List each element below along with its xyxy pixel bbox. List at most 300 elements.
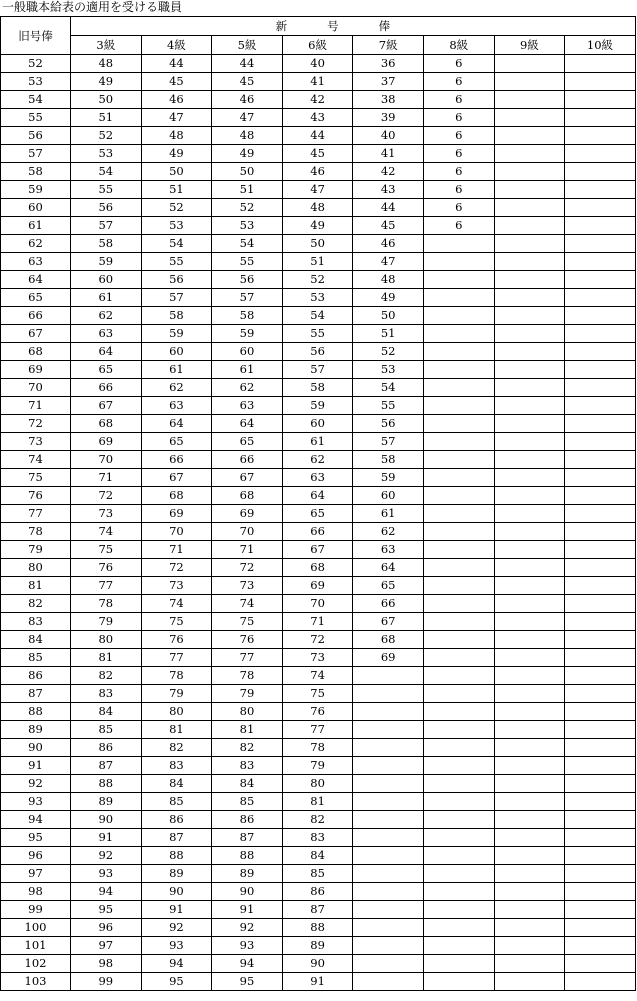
new-step-cell: 58 <box>212 307 283 325</box>
new-step-cell <box>494 577 565 595</box>
new-step-cell <box>353 865 424 883</box>
table-row <box>1 937 636 955</box>
new-step-cell: 55 <box>71 181 142 199</box>
new-step-cell <box>565 235 636 253</box>
new-step-cell: 87 <box>141 829 212 847</box>
table-row <box>1 793 636 811</box>
new-step-cell: 70 <box>212 523 283 541</box>
new-step-cell <box>423 847 494 865</box>
old-step-cell: 100 <box>1 919 71 937</box>
old-step-cell: 57 <box>1 145 71 163</box>
new-step-cell: 75 <box>282 685 353 703</box>
old-step-cell: 94 <box>1 811 71 829</box>
old-step-cell: 95 <box>1 829 71 847</box>
new-step-cell: 62 <box>353 523 424 541</box>
new-step-cell: 61 <box>282 433 353 451</box>
new-step-cell <box>423 901 494 919</box>
new-step-cell <box>565 397 636 415</box>
new-step-cell <box>353 685 424 703</box>
grade-header-row <box>1 36 636 55</box>
new-step-cell: 64 <box>282 487 353 505</box>
new-step-cell: 75 <box>141 613 212 631</box>
table-row <box>1 235 636 253</box>
new-step-cell: 63 <box>282 469 353 487</box>
new-step-cell: 68 <box>212 487 283 505</box>
table-row <box>1 703 636 721</box>
new-step-cell: 99 <box>71 973 142 991</box>
new-step-cell: 49 <box>282 217 353 235</box>
new-step-cell: 52 <box>282 271 353 289</box>
new-step-cell: 81 <box>212 721 283 739</box>
new-step-cell: 44 <box>212 55 283 73</box>
new-step-cell <box>494 361 565 379</box>
table-row <box>1 199 636 217</box>
table-row <box>1 847 636 865</box>
new-step-cell <box>423 973 494 991</box>
new-step-cell: 81 <box>282 793 353 811</box>
new-step-cell <box>423 739 494 757</box>
new-step-cell: 76 <box>141 631 212 649</box>
new-step-cell: 73 <box>71 505 142 523</box>
new-step-cell <box>353 973 424 991</box>
new-step-cell: 56 <box>71 199 142 217</box>
new-step-cell: 45 <box>282 145 353 163</box>
table-row <box>1 433 636 451</box>
new-step-cell: 97 <box>71 937 142 955</box>
new-step-cell: 49 <box>141 145 212 163</box>
new-step-cell: 45 <box>353 217 424 235</box>
old-step-cell: 74 <box>1 451 71 469</box>
new-step-cell <box>494 847 565 865</box>
old-step-cell: 70 <box>1 379 71 397</box>
new-step-cell: 95 <box>212 973 283 991</box>
new-step-cell <box>565 199 636 217</box>
old-step-cell: 69 <box>1 361 71 379</box>
new-step-cell: 57 <box>282 361 353 379</box>
new-step-cell: 58 <box>353 451 424 469</box>
new-step-cell: 77 <box>282 721 353 739</box>
new-step-cell: 65 <box>353 577 424 595</box>
new-step-cell: 89 <box>141 865 212 883</box>
new-step-cell <box>494 757 565 775</box>
new-step-cell <box>565 829 636 847</box>
new-step-cell <box>423 595 494 613</box>
new-step-cell <box>494 199 565 217</box>
new-step-cell: 84 <box>141 775 212 793</box>
new-step-cell: 40 <box>353 127 424 145</box>
new-step-cell: 51 <box>141 181 212 199</box>
new-step-cell <box>494 973 565 991</box>
table-row <box>1 397 636 415</box>
table-row <box>1 307 636 325</box>
new-step-cell: 64 <box>212 415 283 433</box>
new-step-cell: 62 <box>71 307 142 325</box>
new-step-cell: 93 <box>212 937 283 955</box>
new-step-cell <box>423 487 494 505</box>
old-step-header: 旧号俸 <box>1 17 71 55</box>
new-step-cell <box>565 955 636 973</box>
new-step-cell: 6 <box>423 73 494 91</box>
new-step-cell: 43 <box>353 181 424 199</box>
new-step-cell: 52 <box>71 127 142 145</box>
new-step-cell: 54 <box>141 235 212 253</box>
new-step-cell: 60 <box>141 343 212 361</box>
new-step-cell: 78 <box>282 739 353 757</box>
old-step-cell: 72 <box>1 415 71 433</box>
new-step-cell <box>423 631 494 649</box>
table-row <box>1 127 636 145</box>
new-step-cell: 53 <box>353 361 424 379</box>
old-step-cell: 92 <box>1 775 71 793</box>
new-step-cell <box>423 433 494 451</box>
new-step-cell: 52 <box>212 199 283 217</box>
new-step-cell: 50 <box>353 307 424 325</box>
table-row <box>1 361 636 379</box>
new-step-cell: 56 <box>141 271 212 289</box>
table-row <box>1 487 636 505</box>
new-step-cell: 59 <box>212 325 283 343</box>
table-row <box>1 919 636 937</box>
grade-header-cell: 3級 <box>71 36 142 55</box>
old-step-cell: 56 <box>1 127 71 145</box>
new-step-cell: 48 <box>212 127 283 145</box>
new-step-cell: 75 <box>71 541 142 559</box>
old-step-cell: 53 <box>1 73 71 91</box>
old-step-cell: 86 <box>1 667 71 685</box>
grade-header-cell: 6級 <box>282 36 353 55</box>
new-step-cell: 47 <box>212 109 283 127</box>
new-step-cell <box>353 847 424 865</box>
new-step-cell: 59 <box>282 397 353 415</box>
new-step-cell: 78 <box>212 667 283 685</box>
new-step-cell <box>565 451 636 469</box>
new-step-cell: 82 <box>212 739 283 757</box>
new-step-cell: 85 <box>282 865 353 883</box>
new-step-cell <box>494 397 565 415</box>
new-step-cell <box>353 937 424 955</box>
old-step-cell: 97 <box>1 865 71 883</box>
new-step-cell: 74 <box>141 595 212 613</box>
new-step-cell <box>353 919 424 937</box>
new-step-cell: 6 <box>423 109 494 127</box>
new-step-cell: 55 <box>353 397 424 415</box>
new-step-cell <box>353 811 424 829</box>
new-step-cell <box>565 703 636 721</box>
table-row <box>1 757 636 775</box>
new-step-cell: 70 <box>71 451 142 469</box>
new-step-cell <box>494 253 565 271</box>
table-row <box>1 181 636 199</box>
new-step-cell <box>353 667 424 685</box>
new-step-cell: 74 <box>282 667 353 685</box>
new-step-cell: 91 <box>71 829 142 847</box>
new-step-cell <box>565 811 636 829</box>
salary-grade-table <box>0 16 636 991</box>
new-step-cell: 74 <box>212 595 283 613</box>
new-step-cell <box>423 703 494 721</box>
new-step-cell: 89 <box>71 793 142 811</box>
new-step-cell: 37 <box>353 73 424 91</box>
old-step-cell: 54 <box>1 91 71 109</box>
new-step-cell <box>494 379 565 397</box>
table-row <box>1 253 636 271</box>
new-step-cell <box>565 613 636 631</box>
new-step-cell: 72 <box>141 559 212 577</box>
new-step-cell <box>565 271 636 289</box>
new-step-cell: 51 <box>71 109 142 127</box>
old-step-cell: 89 <box>1 721 71 739</box>
new-step-cell: 63 <box>353 541 424 559</box>
table-row <box>1 955 636 973</box>
old-step-cell: 52 <box>1 55 71 73</box>
table-row <box>1 739 636 757</box>
old-step-cell: 87 <box>1 685 71 703</box>
new-step-cell: 63 <box>212 397 283 415</box>
new-step-cell <box>494 919 565 937</box>
new-step-cell: 67 <box>282 541 353 559</box>
table-row <box>1 55 636 73</box>
new-step-cell: 88 <box>71 775 142 793</box>
new-step-cell: 44 <box>353 199 424 217</box>
new-step-cell: 50 <box>212 163 283 181</box>
new-step-cell <box>423 235 494 253</box>
new-step-cell: 47 <box>353 253 424 271</box>
new-step-cell <box>423 955 494 973</box>
new-step-cell: 71 <box>282 613 353 631</box>
new-step-cell: 79 <box>212 685 283 703</box>
new-step-cell <box>565 361 636 379</box>
new-step-cell <box>565 685 636 703</box>
new-step-cell: 59 <box>353 469 424 487</box>
new-step-cell: 38 <box>353 91 424 109</box>
new-step-cell: 82 <box>141 739 212 757</box>
new-step-cell <box>565 919 636 937</box>
new-step-cell <box>423 685 494 703</box>
new-step-cell <box>423 667 494 685</box>
new-step-cell <box>494 937 565 955</box>
table-row <box>1 667 636 685</box>
new-step-cell <box>423 577 494 595</box>
new-step-cell: 70 <box>141 523 212 541</box>
new-step-cell: 67 <box>353 613 424 631</box>
new-step-cell: 84 <box>212 775 283 793</box>
new-step-cell: 60 <box>212 343 283 361</box>
new-step-cell: 58 <box>71 235 142 253</box>
new-step-cell: 43 <box>282 109 353 127</box>
new-step-cell <box>353 703 424 721</box>
new-step-cell: 73 <box>282 649 353 667</box>
new-step-cell <box>565 973 636 991</box>
old-step-cell: 64 <box>1 271 71 289</box>
new-step-cell: 64 <box>141 415 212 433</box>
table-row <box>1 523 636 541</box>
new-step-cell <box>565 883 636 901</box>
table-row <box>1 775 636 793</box>
old-step-cell: 75 <box>1 469 71 487</box>
new-step-cell <box>423 397 494 415</box>
new-step-cell <box>565 721 636 739</box>
new-step-cell: 81 <box>141 721 212 739</box>
new-step-cell: 80 <box>71 631 142 649</box>
new-step-cell <box>423 793 494 811</box>
new-step-cell: 68 <box>71 415 142 433</box>
new-step-cell: 86 <box>71 739 142 757</box>
new-step-cell <box>494 271 565 289</box>
new-step-cell: 48 <box>71 55 142 73</box>
new-step-cell: 61 <box>141 361 212 379</box>
new-step-cell: 85 <box>71 721 142 739</box>
new-step-cell: 77 <box>71 577 142 595</box>
new-step-cell: 60 <box>353 487 424 505</box>
new-step-cell <box>423 379 494 397</box>
new-step-cell <box>494 883 565 901</box>
new-step-cell: 62 <box>282 451 353 469</box>
new-step-cell: 80 <box>141 703 212 721</box>
new-step-cell <box>494 433 565 451</box>
new-step-cell: 74 <box>71 523 142 541</box>
new-step-cell <box>353 721 424 739</box>
new-step-cell <box>565 127 636 145</box>
new-step-cell: 87 <box>212 829 283 847</box>
new-step-cell: 65 <box>71 361 142 379</box>
new-step-cell <box>565 595 636 613</box>
new-step-cell: 44 <box>282 127 353 145</box>
new-step-cell <box>423 775 494 793</box>
new-step-cell <box>565 577 636 595</box>
new-step-cell: 88 <box>282 919 353 937</box>
new-step-cell: 86 <box>282 883 353 901</box>
new-step-cell: 90 <box>141 883 212 901</box>
new-step-cell: 58 <box>282 379 353 397</box>
table-row <box>1 91 636 109</box>
new-step-cell <box>423 523 494 541</box>
new-step-cell: 75 <box>212 613 283 631</box>
new-step-cell: 54 <box>71 163 142 181</box>
new-step-cell <box>494 955 565 973</box>
new-step-cell: 68 <box>141 487 212 505</box>
new-step-cell: 6 <box>423 145 494 163</box>
new-step-cell: 86 <box>212 811 283 829</box>
old-step-cell: 73 <box>1 433 71 451</box>
new-step-cell: 66 <box>71 379 142 397</box>
new-step-cell <box>494 289 565 307</box>
new-step-cell: 41 <box>353 145 424 163</box>
new-step-cell: 64 <box>353 559 424 577</box>
new-step-cell <box>494 235 565 253</box>
new-step-cell: 50 <box>141 163 212 181</box>
new-step-cell <box>423 649 494 667</box>
new-step-cell <box>494 865 565 883</box>
table-row <box>1 559 636 577</box>
new-step-cell: 42 <box>353 163 424 181</box>
new-step-cell: 67 <box>212 469 283 487</box>
new-step-cell: 69 <box>212 505 283 523</box>
new-step-cell <box>565 739 636 757</box>
new-step-cell: 83 <box>71 685 142 703</box>
new-step-cell <box>494 649 565 667</box>
new-step-cell <box>423 613 494 631</box>
new-step-cell <box>423 415 494 433</box>
new-step-cell: 48 <box>141 127 212 145</box>
new-step-cell: 51 <box>353 325 424 343</box>
new-step-cell: 71 <box>71 469 142 487</box>
table-row <box>1 415 636 433</box>
new-step-cell <box>423 271 494 289</box>
new-step-cell <box>565 541 636 559</box>
new-step-cell <box>494 559 565 577</box>
new-step-cell: 65 <box>212 433 283 451</box>
new-step-cell: 90 <box>282 955 353 973</box>
new-step-cell <box>565 847 636 865</box>
new-step-cell <box>423 721 494 739</box>
new-step-cell: 36 <box>353 55 424 73</box>
new-step-cell: 71 <box>141 541 212 559</box>
old-step-cell: 84 <box>1 631 71 649</box>
new-step-cell: 49 <box>353 289 424 307</box>
new-step-cell: 39 <box>353 109 424 127</box>
new-step-cell: 84 <box>71 703 142 721</box>
new-step-cell <box>494 73 565 91</box>
new-step-cell <box>423 451 494 469</box>
new-step-cell: 83 <box>141 757 212 775</box>
old-step-cell: 80 <box>1 559 71 577</box>
table-body <box>1 55 636 991</box>
new-step-cell <box>494 307 565 325</box>
new-step-cell: 46 <box>212 91 283 109</box>
new-step-cell: 84 <box>282 847 353 865</box>
new-step-cell: 45 <box>141 73 212 91</box>
new-step-cell: 58 <box>141 307 212 325</box>
new-step-cell: 53 <box>212 217 283 235</box>
new-step-cell <box>423 505 494 523</box>
new-step-cell <box>353 901 424 919</box>
new-step-cell <box>423 343 494 361</box>
grade-header-cell: 7級 <box>353 36 424 55</box>
new-step-cell: 77 <box>141 649 212 667</box>
new-step-cell <box>494 55 565 73</box>
new-step-cell <box>494 505 565 523</box>
new-step-cell: 48 <box>282 199 353 217</box>
new-step-cell: 56 <box>282 343 353 361</box>
new-step-cell: 62 <box>141 379 212 397</box>
new-step-cell <box>494 487 565 505</box>
new-step-cell: 63 <box>141 397 212 415</box>
new-step-cell: 72 <box>71 487 142 505</box>
new-step-cell: 59 <box>141 325 212 343</box>
new-step-cell: 63 <box>71 325 142 343</box>
new-step-cell <box>494 703 565 721</box>
table-row <box>1 469 636 487</box>
new-step-cell: 50 <box>282 235 353 253</box>
new-step-cell <box>423 559 494 577</box>
page-title: 一般職本給表の適用を受ける職員 <box>2 0 183 14</box>
new-step-cell: 62 <box>212 379 283 397</box>
new-step-cell <box>494 451 565 469</box>
table-row <box>1 325 636 343</box>
old-step-cell: 55 <box>1 109 71 127</box>
old-step-cell: 63 <box>1 253 71 271</box>
new-step-cell: 88 <box>212 847 283 865</box>
new-step-cell <box>494 613 565 631</box>
new-step-cell <box>494 127 565 145</box>
new-step-cell: 49 <box>71 73 142 91</box>
new-step-cell <box>353 829 424 847</box>
table-row <box>1 613 636 631</box>
table-row <box>1 145 636 163</box>
new-step-cell: 55 <box>212 253 283 271</box>
new-step-cell: 59 <box>71 253 142 271</box>
new-step-cell: 53 <box>282 289 353 307</box>
